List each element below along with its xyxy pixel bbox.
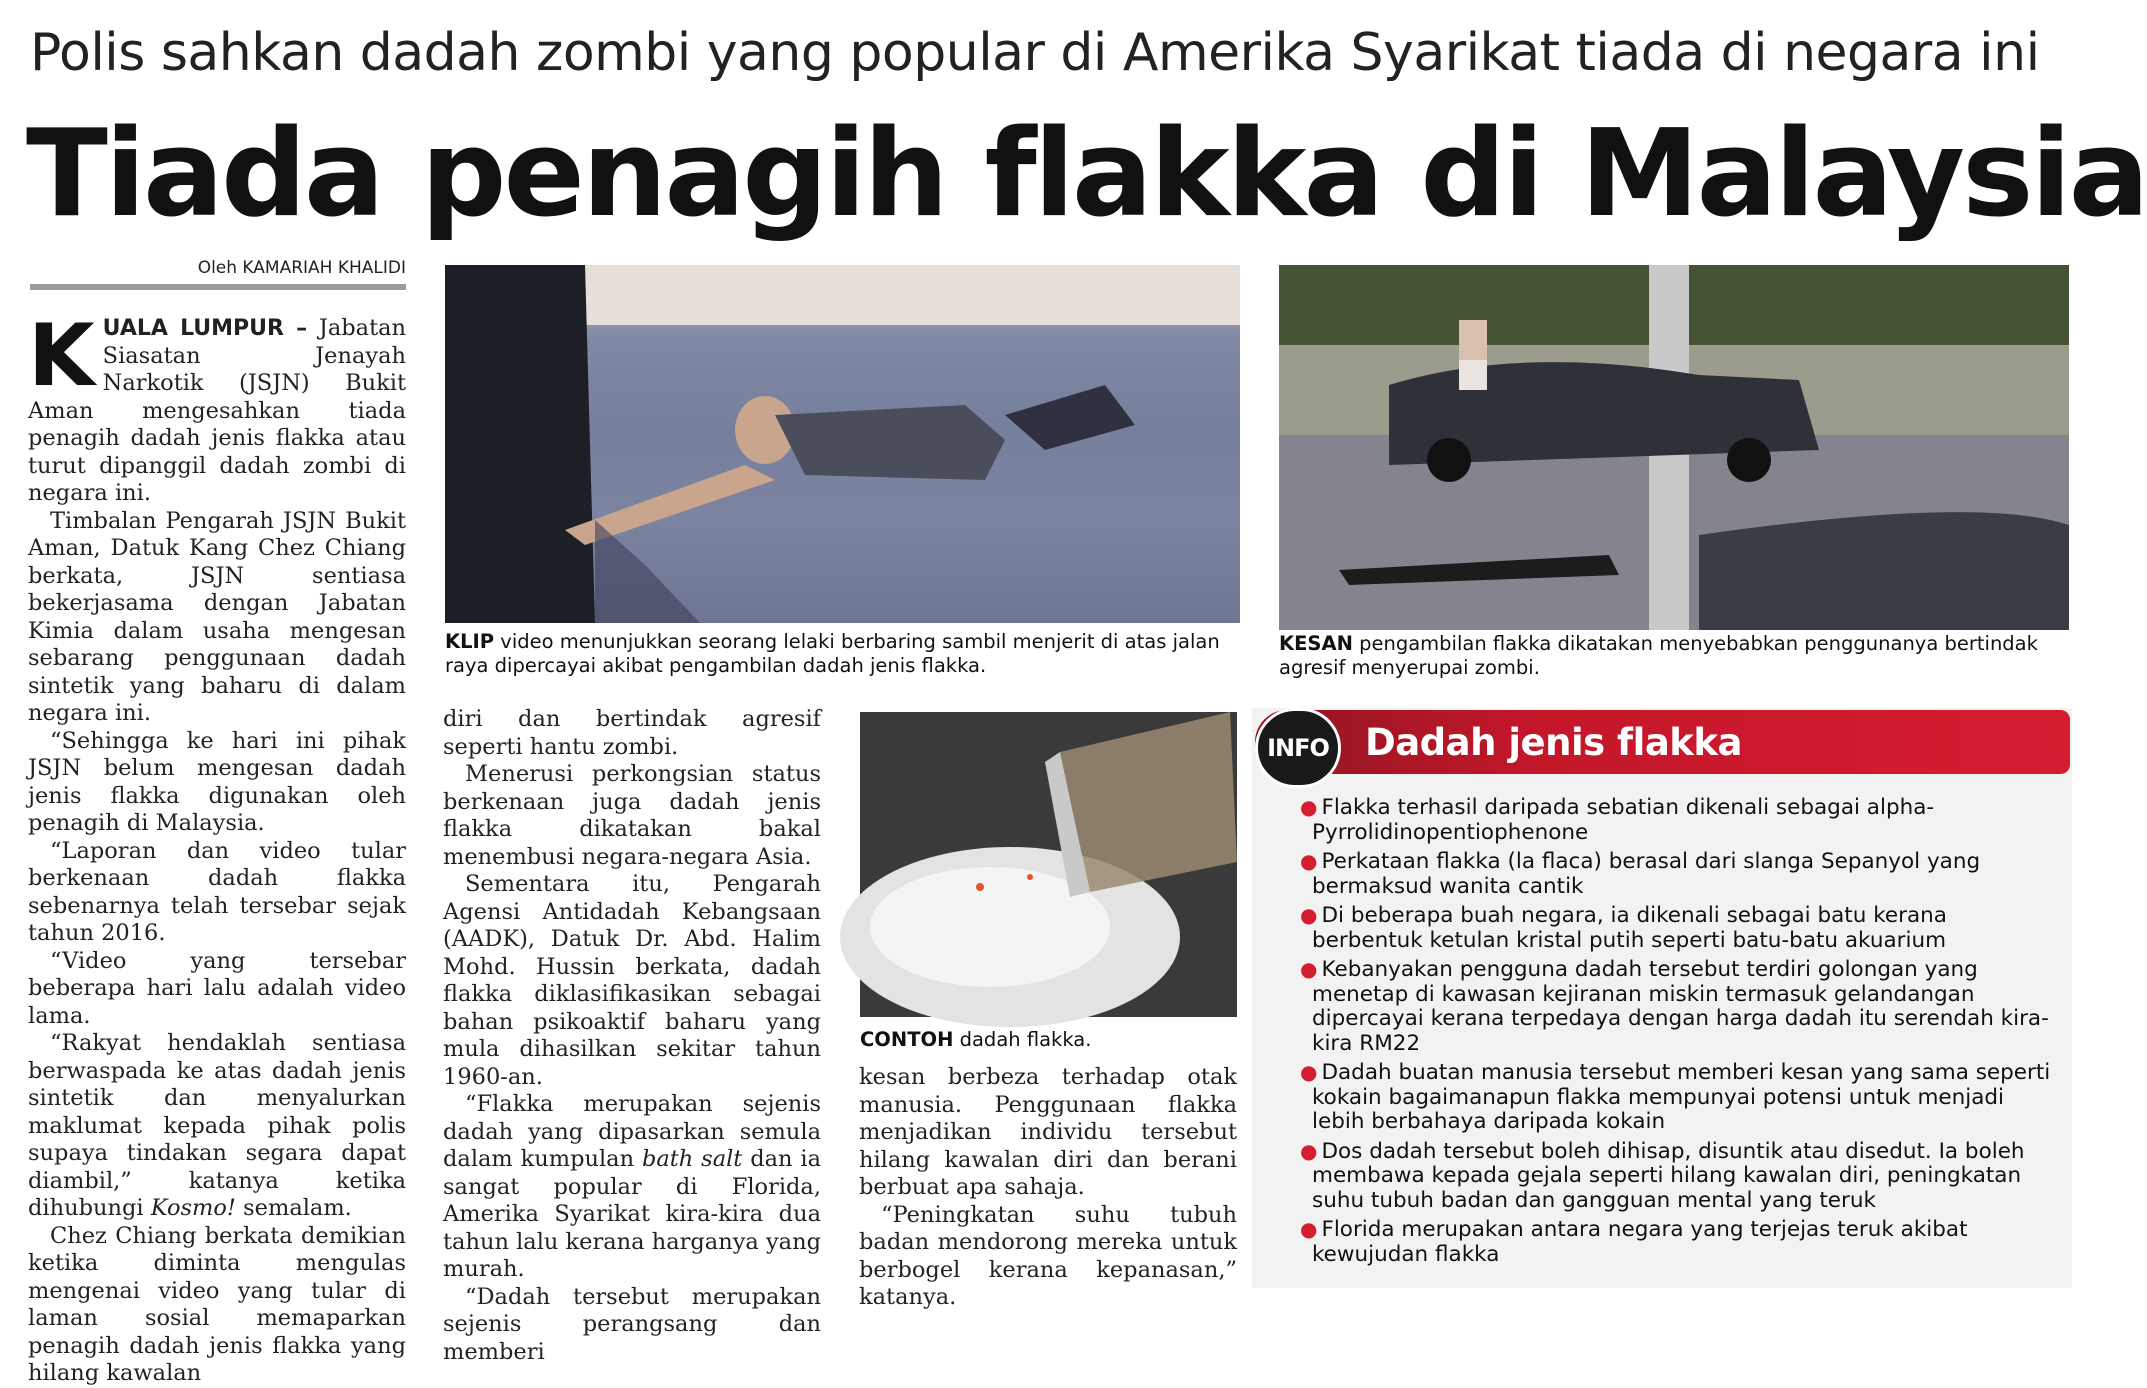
bullet-icon: ● <box>1300 1217 1318 1241</box>
italic-term: bath salt <box>641 1146 743 1172</box>
photo-caption-3: CONTOH dadah flakka. <box>860 1028 1092 1051</box>
bullet-icon: ● <box>1300 1060 1318 1084</box>
bullet-icon: ● <box>1300 957 1318 981</box>
info-list-item: ● Perkataan flakka (la flaca) berasal dari slanga Sepanyol yang bermaksud wanita cantik <box>1300 849 1981 899</box>
photo-man-on-road-drawing <box>445 265 1240 623</box>
photo-person-near-car <box>1279 265 2069 630</box>
info-list <box>1300 795 2060 1271</box>
article-paragraph: “Sehingga ke hari ini pihak JSJN belum mengesan dadah jenis flakka digunakan oleh penagih di Malaysia. <box>28 727 406 836</box>
article-paragraph: “Laporan dan video tular berkenaan dadah flakka sebenarnya telah tersebar sejak tahun 2016. <box>28 837 406 946</box>
bullet-icon: ● <box>1300 849 1318 873</box>
article-column-1 <box>28 306 407 1386</box>
photo-flakka-crystals-drawing <box>860 712 1237 1017</box>
article-paragraph: “Rakyat hendaklah sentiasa berwaspada ke atas dadah jenis sintetik dan menyalurkan maklumat kepada pihak polis supaya tindakan segara dapat diambil,” katanya ketika dihubungi Kosmo! semalam. <box>28 1030 406 1221</box>
publication-name: Kosmo! <box>150 1195 236 1221</box>
byline: Oleh KAMARIAH KHALIDI <box>197 258 406 278</box>
info-list-item: ● Dos dadah tersebut boleh dihisap, disuntik atau disedut. Ia boleh membawa kepada gejala seperti hilang kawalan diri, peningkatan suhu tubuh badan dan gangguan mental yang teruk <box>1300 1138 2025 1213</box>
photo-man-on-road <box>445 265 1240 623</box>
info-list-item: ● Florida merupakan antara negara yang terjejas teruk akibat kewujudan flakka <box>1300 1217 1968 1267</box>
photo-flakka-crystals <box>860 712 1237 1017</box>
article-paragraph: “Dadah tersebut merupakan sejenis perangsang dan memberi <box>443 1283 821 1365</box>
article-paragraph: diri dan bertindak agresif seperti hantu zombi. <box>443 706 821 760</box>
drop-cap: K <box>28 306 95 406</box>
article-paragraph: “Flakka merupakan sejenis dadah yang dipasarkan semula dalam kumpulan bath salt dan ia sangat popular di Florida, Amerika Syarikat kira-kira dua tahun lalu kerana harganya yang murah. <box>443 1091 821 1282</box>
kicker-subheadline: Polis sahkan dadah zombi yang popular di Amerika Syarikat tiada di negara ini <box>30 23 2040 83</box>
article-paragraph: UALA LUMPUR – Jabatan Siasatan Jenayah Narkotik (JSJN) Bukit Aman mengesahkan tiada penagih dadah jenis flakka atau turut dipanggil dadah zombi di negara ini. <box>28 315 407 506</box>
info-badge: INFO <box>1255 708 1341 788</box>
dateline: UALA LUMPUR – <box>102 316 308 341</box>
info-list-item: ● Kebanyakan pengguna dadah tersebut terdiri golongan yang menetap di kawasan kejiranan miskin termasuk gelandangan dipercayai kerana terpedaya dengan harga dadah itu serendah kira-kira RM22 <box>1300 957 2049 1056</box>
info-title: Dadah jenis flakka <box>1365 721 1742 764</box>
bullet-icon: ● <box>1300 903 1318 927</box>
headline: Tiada penagih flakka di Malaysia <box>26 105 2147 244</box>
photo-person-near-car-drawing <box>1279 265 2069 630</box>
info-list-item: ● Dadah buatan manusia tersebut memberi kesan yang sama seperti kokain bagaimanapun flakka mempunyai potensi untuk menjadi lebih berbahaya daripada kokain <box>1300 1060 2051 1134</box>
article-column-3 <box>859 1064 1237 1310</box>
article-paragraph: kesan berbeza terhadap otak manusia. Penggunaan flakka menjadikan individu tersebut hilang kawalan diri dan berani berbuat apa sahaja. <box>859 1064 1237 1200</box>
bullet-icon: ● <box>1300 1138 1318 1163</box>
info-list-item: ● Flakka terhasil daripada sebatian dikenali sebagai alpha-Pyrrolidinopentiophenone <box>1300 795 1935 845</box>
photo-caption-2: KESAN pengambilan flakka dikatakan menyebabkan penggunanya bertindak agresif menyerupai zombi. <box>1279 632 2038 679</box>
article-paragraph: Timbalan Pengarah JSJN Bukit Aman, Datuk Kang Chez Chiang berkata, JSJN sentiasa bekerjasama dengan Jabatan Kimia dalam usaha mengesan sebarang penggunaan dadah sintetik yang baharu di dalam negara ini. <box>28 507 406 726</box>
article-paragraph: Sementara itu, Pengarah Agensi Antidadah Kebangsaan (AADK), Datuk Dr. Abd. Halim Mohd. Hussin berkata, dadah flakka diklasifikasikan sebagai bahan psikoaktif baharu yang mula dihasilkan sekitar tahun 1960-an. <box>443 871 821 1090</box>
info-list-item: ● Di beberapa buah negara, ia dikenali sebagai batu kerana berbentuk ketulan kristal putih seperti batu-batu akuarium <box>1300 903 1947 953</box>
article-paragraph: “Video yang tersebar beberapa hari lalu adalah video lama. <box>28 947 406 1029</box>
article-paragraph: Menerusi perkongsian status berkenaan juga dadah jenis flakka dikatakan bakal menembusi negara-negara Asia. <box>443 761 821 870</box>
bullet-icon: ● <box>1300 795 1318 819</box>
article-column-2 <box>443 706 821 1365</box>
article-paragraph: “Peningkatan suhu tubuh badan mendorong mereka untuk berbogel kerana kepanasan,” katanya. <box>859 1201 1237 1310</box>
photo-caption-1: KLIP video menunjukkan seorang lelaki berbaring sambil menjerit di atas jalan raya dipercayai akibat pengambilan dadah jenis flakka. <box>445 630 1220 677</box>
article-paragraph: Chez Chiang berkata demikian ketika diminta mengulas mengenai video yang tular di laman sosial memaparkan penagih dadah jenis flakka yang hilang kawalan <box>28 1222 406 1386</box>
byline-rule <box>30 284 406 290</box>
